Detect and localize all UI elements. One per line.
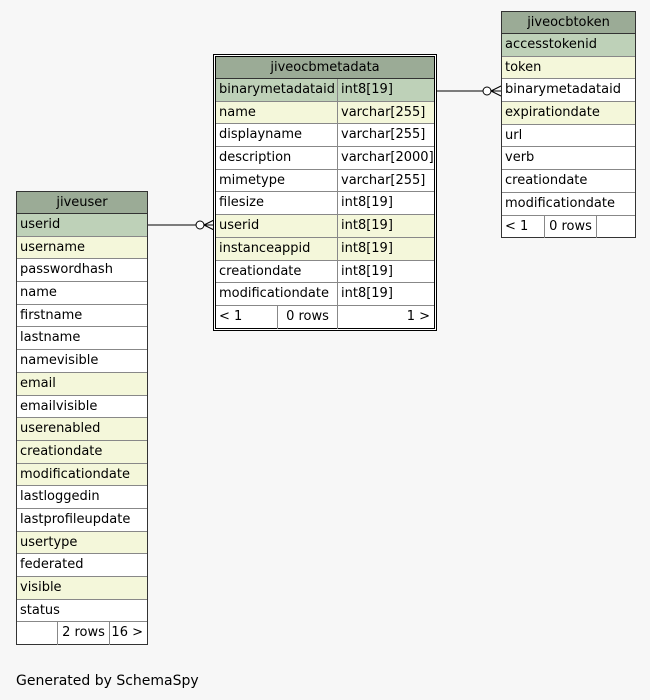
table-footer xyxy=(502,216,635,239)
column-name: binarymetadataid xyxy=(219,82,335,97)
row-count: 2 rows xyxy=(57,622,109,645)
column-name: name xyxy=(219,104,256,120)
table-footer xyxy=(17,622,147,645)
column-row[interactable] xyxy=(502,147,635,170)
column-row[interactable] xyxy=(17,418,147,441)
column-name: verb xyxy=(505,150,535,166)
row-count: 0 rows xyxy=(544,216,596,239)
column-name: expirationdate xyxy=(505,105,600,121)
column-name: modificationdate xyxy=(20,466,130,482)
column-type: int8[19] xyxy=(337,283,434,305)
column-row[interactable] xyxy=(17,396,147,419)
table-jiveuser[interactable] xyxy=(16,191,148,645)
column-row[interactable] xyxy=(17,282,147,305)
column-row[interactable] xyxy=(216,124,434,147)
column-row[interactable] xyxy=(17,509,147,532)
column-row[interactable] xyxy=(502,57,635,80)
column-name: usertype xyxy=(20,534,78,550)
edge-metadata-token xyxy=(436,86,501,96)
column-type: varchar[255] xyxy=(337,124,434,146)
table-title[interactable]: jiveocbtoken xyxy=(502,12,635,34)
parents-count xyxy=(17,622,57,645)
column-row[interactable] xyxy=(216,261,434,284)
column-name: lastname xyxy=(20,330,81,346)
children-count: 1 > xyxy=(337,306,434,329)
column-row[interactable] xyxy=(216,170,434,193)
column-row[interactable] xyxy=(502,102,635,125)
column-row[interactable] xyxy=(216,102,434,125)
column-row[interactable] xyxy=(17,532,147,555)
column-row[interactable] xyxy=(17,486,147,509)
column-row[interactable] xyxy=(17,464,147,487)
column-row[interactable] xyxy=(502,79,635,102)
column-type: int8[19] xyxy=(337,79,434,101)
column-name: displayname xyxy=(219,127,303,143)
parents-count: < 1 xyxy=(505,218,529,234)
column-type: varchar[255] xyxy=(337,102,434,124)
row-count: 0 rows xyxy=(277,306,337,329)
column-row[interactable] xyxy=(502,34,635,57)
column-type: int8[19] xyxy=(337,192,434,214)
column-name: description xyxy=(219,150,292,166)
column-row[interactable] xyxy=(17,554,147,577)
column-name: userid xyxy=(219,218,260,234)
column-name: userenabled xyxy=(20,421,101,437)
children-count xyxy=(596,216,635,239)
column-name: accesstokenid xyxy=(505,37,598,52)
table-title[interactable]: jiveuser xyxy=(17,192,147,214)
column-name: filesize xyxy=(219,195,265,211)
column-row[interactable] xyxy=(502,125,635,148)
column-row[interactable] xyxy=(216,238,434,261)
table-footer xyxy=(216,306,434,329)
column-name: mimetype xyxy=(219,172,285,188)
column-name: modificationdate xyxy=(505,195,615,211)
column-name: lastloggedin xyxy=(20,489,100,505)
column-name: firstname xyxy=(20,307,83,323)
column-name: visible xyxy=(20,580,62,595)
column-type: varchar[2000] xyxy=(337,147,434,169)
column-row[interactable] xyxy=(17,327,147,350)
column-name: lastprofileupdate xyxy=(20,511,131,527)
column-name: passwordhash xyxy=(20,262,113,278)
column-name: token xyxy=(505,59,542,75)
column-row[interactable] xyxy=(17,373,147,396)
column-name: instanceappid xyxy=(219,240,311,256)
column-row[interactable] xyxy=(17,441,147,464)
table-jiveocbtoken[interactable] xyxy=(501,11,636,238)
column-name: email xyxy=(20,375,56,391)
caption: Generated by SchemaSpy xyxy=(16,673,199,689)
table-title[interactable]: jiveocbmetadata xyxy=(216,57,434,79)
column-row[interactable] xyxy=(17,600,147,623)
column-name: emailvisible xyxy=(20,398,98,414)
column-row[interactable] xyxy=(17,259,147,282)
column-name: url xyxy=(505,127,523,143)
column-row[interactable] xyxy=(17,350,147,373)
children-count: 16 > xyxy=(109,622,147,645)
column-name: userid xyxy=(20,217,61,232)
parents-count: < 1 xyxy=(219,308,243,324)
column-row[interactable] xyxy=(216,283,434,306)
column-name: creationdate xyxy=(20,443,103,459)
column-row[interactable] xyxy=(17,237,147,260)
column-row[interactable] xyxy=(216,147,434,170)
column-name: name xyxy=(20,285,57,301)
column-row[interactable] xyxy=(17,577,147,600)
table-jiveocbmetadata[interactable] xyxy=(213,54,437,331)
column-name: username xyxy=(20,239,85,255)
column-type: varchar[255] xyxy=(337,170,434,192)
column-name: namevisible xyxy=(20,353,99,369)
column-name: federated xyxy=(20,557,84,573)
column-row[interactable] xyxy=(502,193,635,216)
edge-user-metadata xyxy=(147,220,214,230)
column-row[interactable] xyxy=(17,305,147,328)
column-type: int8[19] xyxy=(337,238,434,260)
column-name: creationdate xyxy=(505,173,588,189)
column-row[interactable] xyxy=(17,214,147,237)
column-row[interactable] xyxy=(502,170,635,193)
column-row[interactable] xyxy=(216,79,434,102)
column-row[interactable] xyxy=(216,192,434,215)
column-row[interactable] xyxy=(216,215,434,238)
column-name: creationdate xyxy=(219,263,302,279)
column-type: int8[19] xyxy=(337,261,434,283)
column-type: int8[19] xyxy=(337,215,434,237)
column-name: binarymetadataid xyxy=(505,82,621,98)
column-name: status xyxy=(20,602,60,618)
column-name: modificationdate xyxy=(219,286,329,302)
